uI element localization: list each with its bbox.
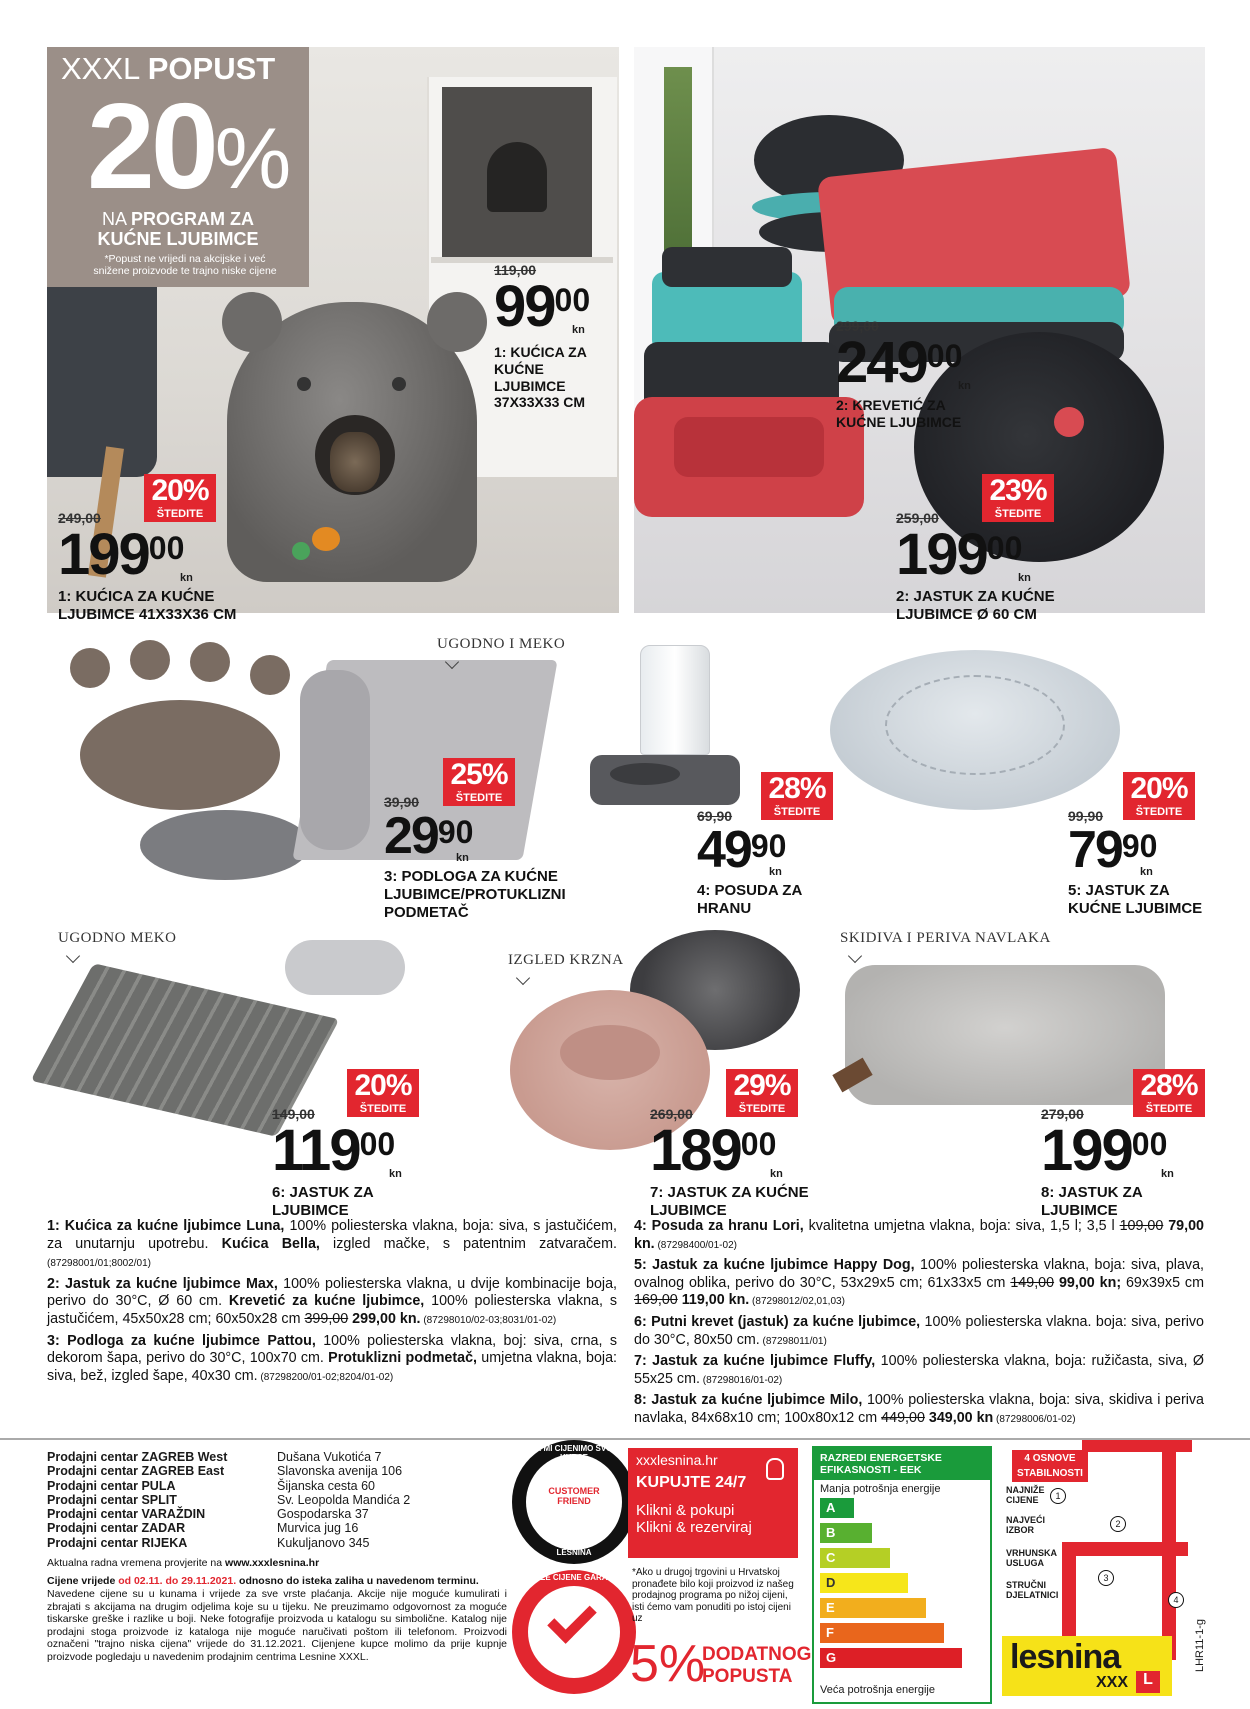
currency: kn [1140, 866, 1153, 878]
store-row: Prodajni centar ZAGREB West Dušana Vukotića 7 [47, 1450, 382, 1464]
basic-item: STRUČNI DJELATNICI [1006, 1580, 1059, 1600]
lowest-price-seal: NAJNIŽE CIJENE GARANCIJA [512, 1570, 636, 1694]
discount-badge: 20% ŠTEDITE [1123, 772, 1195, 820]
stability-basics: 4 OSNOVE STABILNOSTI NAJNIŽE CIJENE NAJVEĆI IZBOR VRHUNSKA USLUGA STRUČNI DJELATNICI 1 2 3 4 lesnina XXX L [1002, 1440, 1207, 1700]
number-circle: 1 [1050, 1488, 1066, 1504]
price: $79^{90}$ [1068, 821, 1158, 879]
currency: kn [456, 852, 469, 864]
desc-item-2: 2: Jastuk za kućne ljubimce Max, 100% poliesterska vlakna, u dvije kombinacije boja, perivo do 30°C, Ø 60 cm. Krevetić za kućne ljubimce, 100% poliesterska vlakna, s jastučićem, 45x50x28 cm; 60x50x28 cm 399,00 299,00 kn. (87298010/02-03;8031/01-02) [47, 1275, 617, 1327]
price: $99^{00}$ [494, 274, 591, 339]
energy-class-a: A [820, 1498, 854, 1518]
product-title: 5: JASTUK ZA KUĆNE LJUBIMCE [1068, 882, 1203, 917]
happy-dog-cushion-image [830, 650, 1120, 820]
price-guarantee-text: *Ako u drugoj trgovini u Hrvatskoj pronađete bilo koji proizvod iz našeg prodajnog programa po nižoj cijeni, isti ćemo vam ponuditi po istoj cijeni uz [632, 1567, 794, 1624]
store-row: Prodajni centar ZADAR Murvica jug 16 [47, 1521, 359, 1536]
discount-badge: 25% ŠTEDITE [443, 758, 515, 806]
number-circle: 4 [1168, 1592, 1184, 1608]
energy-class-e: E [820, 1598, 926, 1618]
currency: kn [389, 1168, 402, 1180]
feature-tag: SKIDIVA I PERIVA NAVLAKA [840, 930, 1051, 961]
store-row: Prodajni centar RIJEKA Kukuljanovo 345 [47, 1535, 370, 1550]
energy-classes-box: RAZREDI ENERGETSKE EFIKASNOSTI - EEK Manja potrošnja energije A B C D E F G Veća potrošnja energije [812, 1446, 992, 1704]
price: $199^{00}$ [896, 522, 1023, 587]
desc-item-6: 6: Putni krevet (jastuk) za kućne ljubimce, 100% poliesterska vlakna. boja: siva, perivo do 30°C, 80x50 cm. (87298011/01) [634, 1313, 1204, 1348]
product-8 [1041, 1106, 1211, 1220]
currency: kn [958, 380, 971, 392]
validity: Cijene vrijede od 02.11. do 29.11.2021. odnosno do isteka zaliha u navedenom terminu. [47, 1575, 479, 1587]
customer-friend-seal: JER MI CIJENIMO SVOJE KUPCE CUSTOMER FRIEND LESNINA [512, 1440, 636, 1564]
number-circle: 2 [1110, 1516, 1126, 1532]
product-4 [697, 808, 847, 918]
currency: kn [180, 572, 193, 584]
price: $249^{00}$ [836, 330, 963, 395]
product-title: 1: KUĆICA ZA KUĆNE LJUBIMCE 41X33X36 CM [58, 588, 237, 623]
product-title: 6: JASTUK ZA LJUBIMCE [272, 1184, 374, 1219]
price: $49^{90}$ [697, 821, 787, 879]
energy-class-c: C [820, 1548, 890, 1568]
number-circle: 3 [1098, 1570, 1114, 1586]
food-bowl-image [580, 645, 770, 825]
extra-discount: 5% DODATNOG POPUSTA [630, 1635, 812, 1693]
old-price: 149,00 [272, 1106, 315, 1122]
energy-class-d: D [820, 1573, 908, 1593]
basic-item: NAJVEĆI IZBOR [1006, 1515, 1046, 1535]
desc-item-5: 5: Jastuk za kućne ljubimce Happy Dog, 100% poliesterska vlakna, boja: siva, plava, ovalnog oblika, perivo do 30°C, 53x29x5 cm; 61x33x5 cm 149,00 99,00 kn; 69x39x5 cm 169,00 119,00 kn. (87298012/02,01,03) [634, 1257, 1204, 1309]
store-list [47, 1450, 447, 1550]
discount-badge: 29% ŠTEDITE [726, 1069, 798, 1117]
product-1a [494, 262, 624, 411]
promo-note: *Popust ne vrijedi na akcijske i već snižene proizvode te trajno niske cijene [93, 253, 277, 277]
product-2b [896, 510, 1086, 624]
working-hours: Aktualna radna vremena provjerite na www.xxxlesnina.hr [47, 1557, 320, 1569]
promo-line2: KUĆNE LJUBIMCE [97, 229, 259, 249]
old-price: 299,00 [836, 318, 879, 334]
old-price: 39,90 [384, 794, 420, 810]
discount-badge: 28% ŠTEDITE [761, 772, 833, 820]
currency: kn [1018, 572, 1031, 584]
paw-mat-image [60, 640, 300, 880]
price: $119^{00}$ [272, 1118, 396, 1183]
description-left [47, 1218, 617, 1386]
product-2a [836, 318, 1036, 431]
discount-badge: 20% ŠTEDITE [347, 1069, 419, 1117]
currency: kn [770, 1168, 783, 1180]
website-link[interactable]: www.xxxlesnina.hr [225, 1557, 320, 1569]
promo-title-light: XXXL [61, 51, 140, 86]
basic-item: VRHUNSKA USLUGA [1006, 1548, 1057, 1568]
desc-item-3: 3: Podloga za kućne ljubimce Pattou, 100% poliesterska vlakna, boj: siva, crna, s dekorom šapa, perivo do 30°C, 100x70 cm. Protuklizni podmetač, umjetna vlakna, boja: siva, bež, izgled šape, 40x30 cm. (87298200/01-02;8204/01-02) [47, 1332, 617, 1384]
product-title: 4: POSUDA ZA HRANU [697, 882, 802, 917]
promo-title-bold: POPUST [147, 51, 276, 86]
desc-item-4: 4: Posuda za hranu Lori, kvalitetna umjetna vlakna, boja: siva, 1,5 l; 3,5 l 109,00 79,00 kn. (87298400/01-02) [634, 1218, 1204, 1252]
price: $29^{90}$ [384, 807, 474, 865]
old-price: 99,90 [1068, 808, 1104, 824]
page-code: LHR11-1-g [1194, 1619, 1206, 1672]
desc-item-1: 1: Kućica za kućne ljubimce Luna, 100% poliesterska vlakna, boja: siva, s jastučićem, za unutarnju upotrebu. Kućica Bella, izgled mačke, s patentnim zatvaračem. (87298001/01;8002/01) [47, 1218, 618, 1270]
old-price: 249,00 [58, 510, 101, 526]
product-title: 2: KREVETIĆ ZA KUĆNE LJUBIMCE [836, 397, 962, 430]
old-price: 69,90 [697, 808, 733, 824]
product-title: 7: JASTUK ZA KUĆNE LJUBIMCE [650, 1184, 809, 1219]
promo-line1-bold: PROGRAM ZA [131, 209, 255, 229]
old-price: 259,00 [896, 510, 939, 526]
webshop-box: xxxlesnina.hr KUPUJTE 24/7 Klikni & pokupi Klikni & rezerviraj [628, 1448, 798, 1558]
milo-cushion-image [835, 965, 1175, 1125]
fine-print: Navedene cijene su u kunama i vrijede za sve vrste plaćanja. Akcije nije moguće kumulirati i zbrajati s akcijama na drugim odjelima koje su u tijeku. Ne preuzimamo odgovornost za moguće tiskarske greške i razlike u boji. Neke fotografije proizvoda u katalogu su simbolične. Katalog nije prodajni stoga proizvode iz kataloga nije moguće naručivati poštom ili telefonom. Proizvodi označeni "trajno niska cijena" vrijede do 31.12.2021. Cijenjene kupce molimo da prije kupnje proizvode pogledaju u navedenim prodajnim centrima Lesnine XXXL. [47, 1588, 507, 1663]
product-6 [272, 1106, 432, 1220]
discount-badge: 23% ŠTEDITE [982, 474, 1054, 522]
store-row: Prodajni centar ZAGREB East Slavonska avenija 106 [47, 1464, 403, 1479]
product-title: 8: JASTUK ZA LJUBIMCE [1041, 1184, 1143, 1219]
energy-class-g: G [820, 1648, 962, 1668]
old-price: 279,00 [1041, 1106, 1084, 1122]
cursor-hand-icon [766, 1458, 784, 1480]
basic-item: NAJNIŽE CIJENE [1006, 1485, 1045, 1505]
product-title: 3: PODLOGA ZA KUĆNE LJUBIMCE/PROTUKLIZNI PODMETAČ [384, 868, 566, 921]
promo-line1-light: NA [101, 209, 126, 229]
price: $199^{00}$ [58, 522, 185, 587]
feature-tag: IZGLED KRZNA [508, 952, 624, 983]
desc-item-8: 8: Jastuk za kućne ljubimce Milo, 100% poliesterska vlakna, boja: siva, skidiva i periva navlaka, 84x68x10 cm; 100x80x12 cm 449,00 349,00 kn (87298006/01-02) [634, 1392, 1204, 1426]
store-row: Prodajni centar SPLIT Sv. Leopolda Mandića 2 [47, 1492, 411, 1507]
promo-panel [47, 47, 309, 287]
store-row: Prodajni centar VARAŽDIN Gospodarska 37 [47, 1507, 369, 1522]
product-title: 1: KUĆICA ZA KUĆNE LJUBIMCE 37X33X33 CM [494, 344, 587, 411]
currency: kn [572, 324, 585, 336]
discount-badge: 20% ŠTEDITE [144, 474, 216, 522]
energy-class-b: B [820, 1523, 872, 1543]
promo-percent-sign: % [214, 111, 292, 207]
webshop-url[interactable]: xxxlesnina.hr [636, 1452, 718, 1468]
energy-class-f: F [820, 1623, 944, 1643]
currency: kn [1161, 1168, 1174, 1180]
price: $189^{00}$ [650, 1118, 777, 1183]
lesnina-logo: lesnina XXX L [1002, 1636, 1172, 1696]
currency: kn [769, 866, 782, 878]
desc-item-7: 7: Jastuk za kućne ljubimce Fluffy, 100% poliesterska vlakna, boja: ružičasta, siva, Ø 55x25 cm. (87298016/01-02) [634, 1353, 1204, 1387]
product-1b [58, 510, 318, 624]
promo-percent: 20 [87, 78, 215, 214]
feature-tag: UGODNO MEKO [58, 930, 176, 961]
description-right [634, 1218, 1204, 1429]
product-5 [1068, 808, 1208, 918]
store-row: Prodajni centar PULA Šijanska cesta 60 [47, 1478, 375, 1493]
price: $199^{00}$ [1041, 1118, 1168, 1183]
product-7 [650, 1106, 840, 1220]
discount-badge: 28% ŠTEDITE [1133, 1069, 1205, 1117]
old-price: 119,00 [494, 262, 537, 278]
feature-tag: UGODNO I MEKO [437, 636, 565, 667]
product-title: 2: JASTUK ZA KUĆNE LJUBIMCE Ø 60 CM [896, 588, 1055, 623]
old-price: 269,00 [650, 1106, 693, 1122]
